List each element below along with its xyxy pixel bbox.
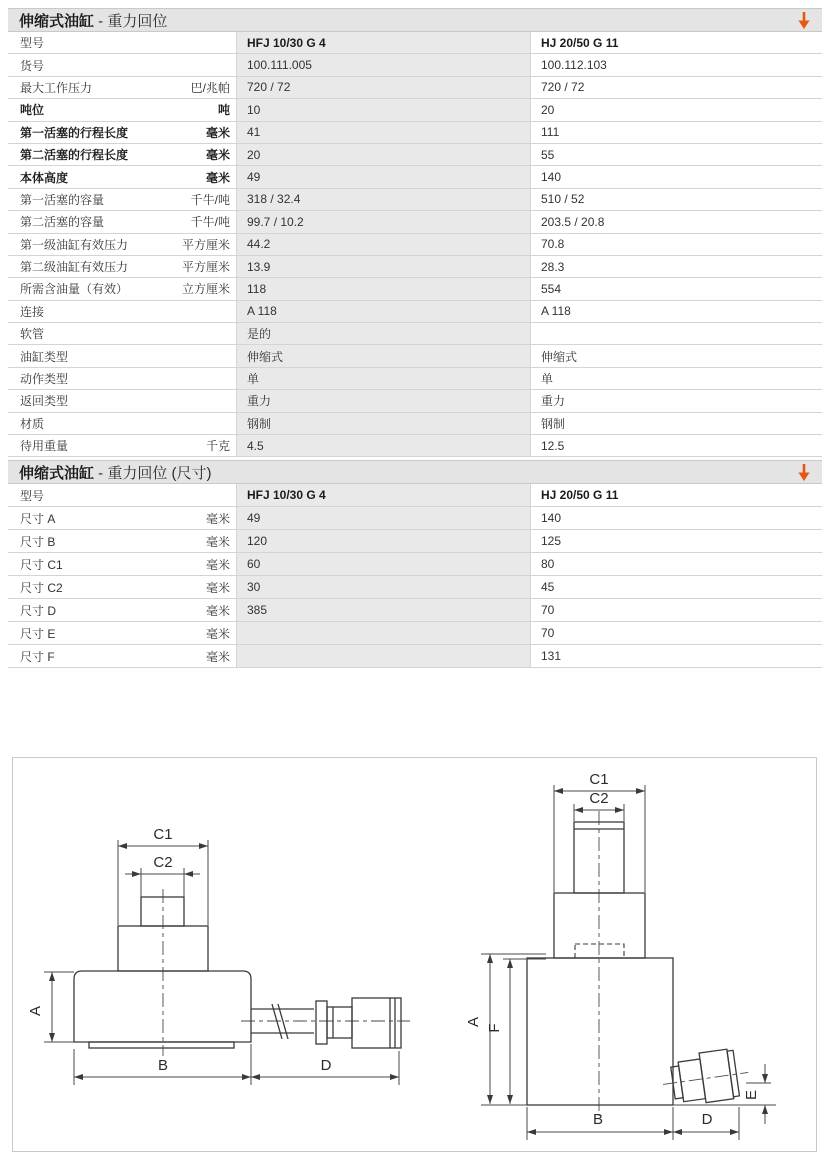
value-hfj-cell: 100.111.005 <box>237 54 531 75</box>
table-title-rest: - 重力回位 (尺寸) <box>94 464 212 482</box>
param-label: 第二活塞的容量 <box>20 215 105 230</box>
table-row <box>8 435 822 457</box>
value-hj-cell: 131 <box>541 649 562 663</box>
param-label: 待用重量 <box>20 439 69 454</box>
column-header-hj: HJ 20/50 G 11 <box>541 488 619 502</box>
param-label-cell <box>8 553 237 575</box>
table-row <box>8 278 822 300</box>
dim-label-e-right: E <box>743 1089 760 1101</box>
value-hfj-cell: 720 / 72 <box>237 77 531 98</box>
table-row <box>8 144 822 166</box>
param-label: 软管 <box>20 327 45 342</box>
param-label: 连接 <box>20 304 45 319</box>
value-hj-cell: 100.112.103 <box>541 58 607 73</box>
value-hj-cell: 28.3 <box>541 259 565 274</box>
technical-drawings <box>13 758 816 1151</box>
param-unit: 平方厘米 <box>181 260 230 275</box>
param-label-cell <box>8 390 237 411</box>
param-unit: 毫米 <box>205 170 230 185</box>
dim-label-b-left: B <box>157 1057 169 1074</box>
param-label-cell <box>8 99 237 120</box>
value-hj-cell: A 118 <box>541 304 571 319</box>
dim-label-a-right: A <box>465 1016 482 1028</box>
param-label: 尺寸 C2 <box>20 580 63 595</box>
table-title-rest: - 重力回位 <box>94 12 168 30</box>
param-label-cell <box>8 413 237 434</box>
value-hfj-cell: 伸缩式 <box>237 345 531 366</box>
column-header-row <box>8 32 822 54</box>
value-hfj-cell <box>237 622 531 644</box>
dim-label-d-left: D <box>320 1057 332 1074</box>
table-row <box>8 234 822 256</box>
spec-table-title-bar <box>8 8 822 32</box>
value-hfj-cell: 10 <box>237 99 531 120</box>
value-hfj-cell: 20 <box>237 144 531 165</box>
param-label: 尺寸 F <box>20 649 55 664</box>
value-hfj-cell: 单 <box>237 368 531 389</box>
param-label-cell <box>8 345 237 366</box>
dim-label-c2-right: C2 <box>589 790 609 807</box>
value-hfj-cell: 120 <box>237 530 531 552</box>
param-unit: 吨 <box>217 103 230 118</box>
value-hfj-cell: 钢制 <box>237 413 531 434</box>
value-hfj-cell: 99.7 / 10.2 <box>237 211 531 232</box>
table-row <box>8 645 822 668</box>
value-hj-cell: 20 <box>541 102 555 117</box>
param-unit: 毫米 <box>205 626 230 641</box>
value-hfj-cell: 重力 <box>237 390 531 411</box>
value-hj-cell: 单 <box>541 372 554 387</box>
value-hfj-cell: 4.5 <box>237 435 531 456</box>
spec-table-body <box>8 54 822 457</box>
param-unit: 毫米 <box>205 125 230 140</box>
value-hj-cell: 203.5 / 20.8 <box>541 214 605 229</box>
value-hj-cell: 重力 <box>541 394 566 409</box>
param-label: 尺寸 E <box>20 626 56 641</box>
table-row <box>8 301 822 323</box>
dim-label-c2-left: C2 <box>153 854 173 871</box>
param-label: 吨位 <box>20 103 45 118</box>
param-unit: 毫米 <box>205 580 230 595</box>
table-row <box>8 77 822 99</box>
column-header-hfj: HFJ 10/30 G 4 <box>237 484 531 506</box>
param-label-cell <box>8 189 237 210</box>
param-unit: 毫米 <box>205 603 230 618</box>
table-row <box>8 166 822 188</box>
param-label: 动作类型 <box>20 372 69 387</box>
technical-drawings-panel <box>12 757 817 1152</box>
param-label-cell <box>8 576 237 598</box>
table-row <box>8 553 822 576</box>
value-hfj-cell: 385 <box>237 599 531 621</box>
table-title-bold: 伸缩式油缸 <box>19 12 95 30</box>
param-label-cell <box>8 435 237 456</box>
dim-label-f-right: F <box>486 1023 503 1033</box>
value-hj-cell: 55 <box>541 147 555 162</box>
value-hj-cell: 125 <box>541 534 562 548</box>
column-header-model: 型号 <box>8 32 237 53</box>
param-label: 最大工作压力 <box>20 80 93 95</box>
param-label: 返回类型 <box>20 394 69 409</box>
param-label: 第一活塞的行程长度 <box>20 125 129 140</box>
table-row <box>8 576 822 599</box>
value-hfj-cell: 是的 <box>237 323 531 344</box>
value-hfj-cell: 118 <box>237 278 531 299</box>
param-label: 尺寸 B <box>20 534 56 549</box>
value-hj-cell: 12.5 <box>541 438 565 453</box>
value-hj-cell: 554 <box>541 281 562 296</box>
param-label: 第一级油缸有效压力 <box>20 237 129 252</box>
param-label: 材质 <box>20 416 45 431</box>
param-unit: 平方厘米 <box>181 237 230 252</box>
value-hj-cell: 45 <box>541 580 555 594</box>
param-label-cell <box>8 166 237 187</box>
param-label-cell <box>8 599 237 621</box>
param-unit: 千克 <box>205 439 230 454</box>
value-hfj-cell: 44.2 <box>237 234 531 255</box>
table-row <box>8 189 822 211</box>
param-unit: 毫米 <box>205 649 230 664</box>
value-hj-cell: 80 <box>541 557 555 571</box>
param-unit: 毫米 <box>205 557 230 572</box>
table-row <box>8 530 822 553</box>
param-label-cell <box>8 144 237 165</box>
value-hj-cell: 70.8 <box>541 237 565 252</box>
table-row <box>8 323 822 345</box>
value-hfj-cell: 13.9 <box>237 256 531 277</box>
value-hj-cell: 140 <box>541 511 562 525</box>
param-label: 第一活塞的容量 <box>20 192 105 207</box>
drawing-left-view <box>27 826 410 1085</box>
param-label-cell <box>8 507 237 529</box>
dim-label-a-left: A <box>27 1005 44 1017</box>
column-header-hfj: HFJ 10/30 G 4 <box>237 32 531 53</box>
value-hfj-cell: 60 <box>237 553 531 575</box>
scroll-down-arrow-icon[interactable] <box>796 463 812 482</box>
table-row <box>8 390 822 412</box>
param-unit: 毫米 <box>205 534 230 549</box>
param-label-cell <box>8 211 237 232</box>
param-label-cell <box>8 77 237 98</box>
param-label-cell <box>8 368 237 389</box>
param-unit: 千牛/吨 <box>190 192 230 207</box>
value-hj-cell: 140 <box>541 170 562 185</box>
param-label: 所需含油量（有效） <box>20 282 129 297</box>
value-hj-cell: 钢制 <box>541 416 566 431</box>
param-label-cell <box>8 622 237 644</box>
param-label: 尺寸 A <box>20 511 56 526</box>
column-header-model: 型号 <box>8 484 237 506</box>
value-hj-cell: 510 / 52 <box>541 192 585 207</box>
table-row <box>8 622 822 645</box>
param-unit: 立方厘米 <box>181 282 230 297</box>
param-label-cell <box>8 234 237 255</box>
column-header-row <box>8 484 822 507</box>
table-row <box>8 413 822 435</box>
param-label-cell <box>8 530 237 552</box>
param-unit: 毫米 <box>205 148 230 163</box>
value-hj-cell: 70 <box>541 626 555 640</box>
value-hfj-cell: A 118 <box>237 301 531 322</box>
value-hj-cell: 720 / 72 <box>541 80 585 95</box>
column-header-hj: HJ 20/50 G 11 <box>541 35 619 50</box>
value-hfj-cell: 30 <box>237 576 531 598</box>
param-label-cell <box>8 301 237 322</box>
scroll-down-arrow-icon[interactable] <box>796 11 812 30</box>
param-unit: 毫米 <box>205 511 230 526</box>
param-label: 尺寸 D <box>20 603 57 618</box>
drawing-right-view <box>465 771 776 1140</box>
table-row <box>8 599 822 622</box>
dimension-table-section <box>8 460 822 668</box>
value-hfj-cell: 49 <box>237 507 531 529</box>
param-label: 尺寸 C1 <box>20 557 63 572</box>
value-hfj-cell: 41 <box>237 122 531 143</box>
table-row <box>8 507 822 530</box>
table-row <box>8 54 822 76</box>
value-hj-cell: 111 <box>541 125 560 140</box>
table-row <box>8 256 822 278</box>
param-label-cell <box>8 278 237 299</box>
param-label-cell <box>8 323 237 344</box>
param-label: 本体高度 <box>20 170 69 185</box>
param-label: 第二活塞的行程长度 <box>20 148 129 163</box>
param-label-cell <box>8 256 237 277</box>
table-row <box>8 368 822 390</box>
param-label: 油缸类型 <box>20 349 69 364</box>
spec-table-section <box>8 8 822 457</box>
value-hj-cell: 伸缩式 <box>541 349 578 364</box>
value-hj-cell <box>531 323 822 344</box>
table-row <box>8 122 822 144</box>
value-hj-cell: 70 <box>541 603 555 617</box>
value-hfj-cell: 49 <box>237 166 531 187</box>
table-title-bold: 伸缩式油缸 <box>19 464 95 482</box>
dim-label-d-right: D <box>701 1111 713 1128</box>
dim-label-c1-left: C1 <box>153 826 173 843</box>
table-row <box>8 99 822 121</box>
dimension-table-title-bar <box>8 460 822 484</box>
param-label: 货号 <box>20 58 45 73</box>
dim-label-c1-right: C1 <box>589 771 609 788</box>
param-label-cell <box>8 54 237 75</box>
param-label-cell <box>8 122 237 143</box>
table-row <box>8 211 822 233</box>
dim-label-b-right: B <box>592 1111 604 1128</box>
value-hfj-cell <box>237 645 531 667</box>
value-hfj-cell: 318 / 32.4 <box>237 189 531 210</box>
param-label-cell <box>8 645 237 667</box>
table-row <box>8 345 822 367</box>
param-label: 第二级油缸有效压力 <box>20 260 129 275</box>
param-unit: 千牛/吨 <box>190 215 230 230</box>
dimension-table-body <box>8 507 822 668</box>
param-unit: 巴/兆帕 <box>190 80 230 95</box>
